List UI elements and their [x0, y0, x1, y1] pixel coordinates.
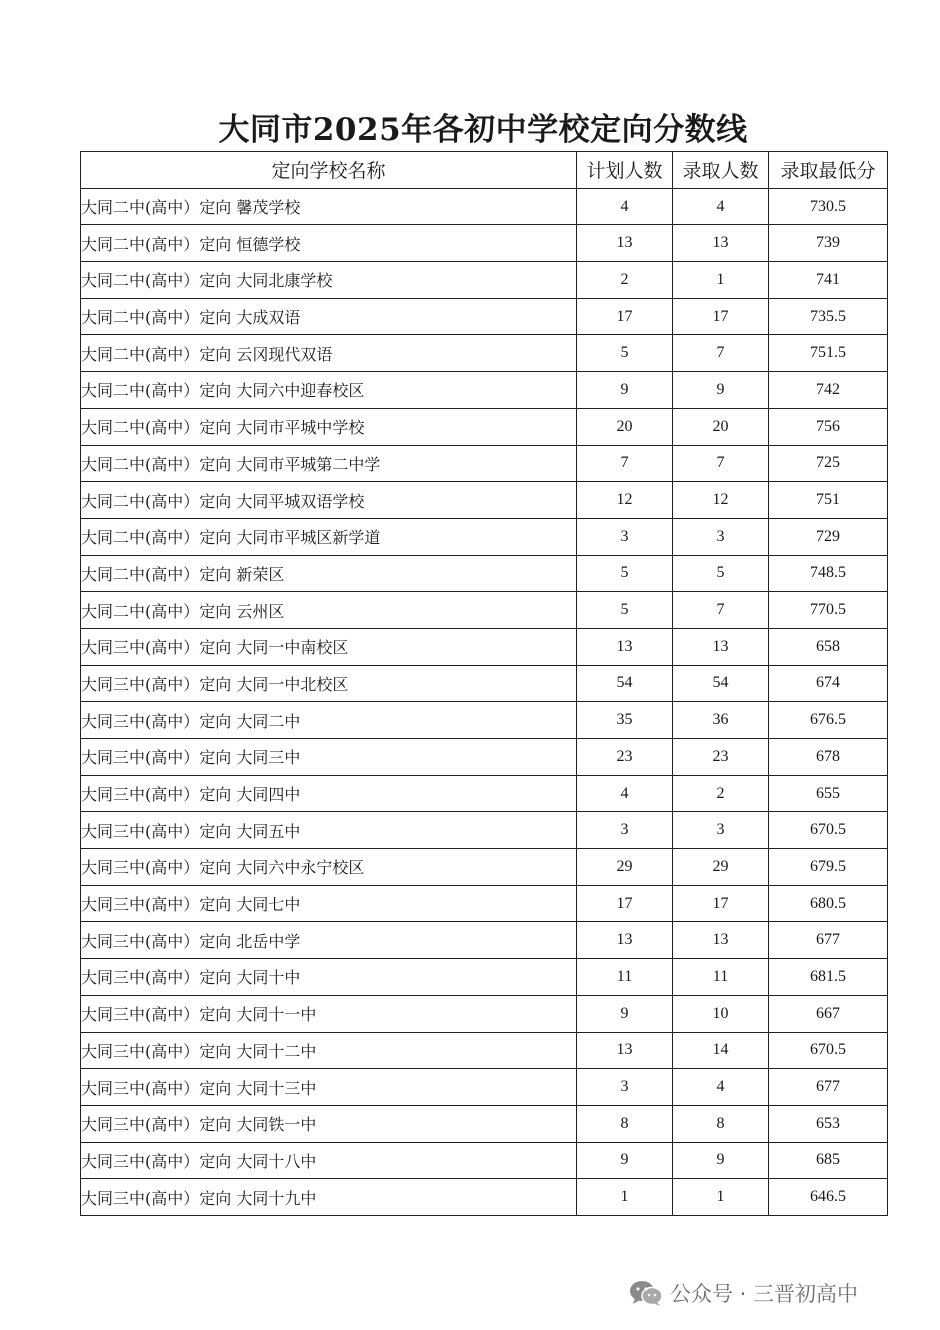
cell-admitted-count: 54 [673, 665, 769, 702]
cell-admitted-count: 29 [673, 849, 769, 886]
cell-school-name: 大同三中(高中）定向 大同六中永宁校区 [81, 849, 577, 886]
cell-admitted-count: 9 [673, 1142, 769, 1179]
cell-school-name: 大同三中(高中）定向 大同十二中 [81, 1032, 577, 1069]
cell-plan-count: 2 [577, 262, 673, 299]
cell-school-name: 大同三中(高中）定向 大同一中北校区 [81, 665, 577, 702]
table-row [81, 959, 888, 996]
table-row [81, 1142, 888, 1179]
cell-plan-count: 4 [577, 775, 673, 812]
cell-school-name: 大同三中(高中）定向 大同铁一中 [81, 1105, 577, 1142]
cell-min-score: 681.5 [769, 959, 888, 996]
cell-min-score: 677 [769, 1069, 888, 1106]
cell-min-score: 751 [769, 482, 888, 519]
cell-school-name: 大同二中(高中）定向 大同六中迎春校区 [81, 372, 577, 409]
cell-admitted-count: 13 [673, 922, 769, 959]
cell-plan-count: 17 [577, 885, 673, 922]
cell-school-name: 大同三中(高中）定向 大同二中 [81, 702, 577, 739]
table-row [81, 592, 888, 629]
cell-admitted-count: 7 [673, 335, 769, 372]
cell-plan-count: 13 [577, 628, 673, 665]
cell-plan-count: 5 [577, 592, 673, 629]
cell-min-score: 677 [769, 922, 888, 959]
cell-min-score: 670.5 [769, 812, 888, 849]
cell-plan-count: 9 [577, 995, 673, 1032]
cell-school-name: 大同二中(高中）定向 馨茂学校 [81, 188, 577, 225]
cell-admitted-count: 4 [673, 188, 769, 225]
table-body [81, 188, 888, 1215]
cell-plan-count: 4 [577, 188, 673, 225]
cell-admitted-count: 14 [673, 1032, 769, 1069]
cell-admitted-count: 11 [673, 959, 769, 996]
cell-school-name: 大同三中(高中）定向 大同四中 [81, 775, 577, 812]
cell-plan-count: 5 [577, 555, 673, 592]
cell-min-score: 741 [769, 262, 888, 299]
cell-plan-count: 29 [577, 849, 673, 886]
cell-admitted-count: 17 [673, 885, 769, 922]
table-row [81, 262, 888, 299]
cell-admitted-count: 23 [673, 739, 769, 776]
table-row [81, 1032, 888, 1069]
cell-plan-count: 54 [577, 665, 673, 702]
cell-admitted-count: 17 [673, 298, 769, 335]
cell-admitted-count: 10 [673, 995, 769, 1032]
cell-min-score: 667 [769, 995, 888, 1032]
cell-admitted-count: 12 [673, 482, 769, 519]
watermark-text: 公众号 · 三晋初高中 [670, 1282, 859, 1306]
cell-school-name: 大同二中(高中）定向 大同市平城区新学道 [81, 518, 577, 555]
cell-min-score: 678 [769, 739, 888, 776]
cell-min-score: 725 [769, 445, 888, 482]
table-row [81, 372, 888, 409]
cell-school-name: 大同三中(高中）定向 大同五中 [81, 812, 577, 849]
header-plan-count: 计划人数 [577, 152, 673, 189]
cell-plan-count: 13 [577, 1032, 673, 1069]
cell-min-score: 770.5 [769, 592, 888, 629]
cell-min-score: 655 [769, 775, 888, 812]
table-row [81, 408, 888, 445]
table-row [81, 555, 888, 592]
cell-plan-count: 5 [577, 335, 673, 372]
cell-admitted-count: 2 [673, 775, 769, 812]
cell-plan-count: 7 [577, 445, 673, 482]
cell-min-score: 685 [769, 1142, 888, 1179]
cell-school-name: 大同三中(高中）定向 大同十三中 [81, 1069, 577, 1106]
table-row [81, 849, 888, 886]
cell-min-score: 670.5 [769, 1032, 888, 1069]
cell-admitted-count: 13 [673, 628, 769, 665]
cell-plan-count: 12 [577, 482, 673, 519]
cell-plan-count: 23 [577, 739, 673, 776]
score-table [80, 151, 888, 1216]
cell-admitted-count: 7 [673, 445, 769, 482]
cell-min-score: 739 [769, 225, 888, 262]
cell-min-score: 735.5 [769, 298, 888, 335]
cell-plan-count: 17 [577, 298, 673, 335]
cell-admitted-count: 3 [673, 812, 769, 849]
cell-admitted-count: 36 [673, 702, 769, 739]
table-row [81, 775, 888, 812]
cell-min-score: 658 [769, 628, 888, 665]
cell-admitted-count: 9 [673, 372, 769, 409]
cell-plan-count: 35 [577, 702, 673, 739]
cell-school-name: 大同二中(高中）定向 大同市平城第二中学 [81, 445, 577, 482]
cell-min-score: 653 [769, 1105, 888, 1142]
cell-school-name: 大同三中(高中）定向 大同十九中 [81, 1179, 577, 1216]
cell-plan-count: 9 [577, 372, 673, 409]
table-row [81, 298, 888, 335]
header-min-score: 录取最低分 [769, 152, 888, 189]
table-row [81, 739, 888, 776]
table-row [81, 628, 888, 665]
cell-plan-count: 3 [577, 1069, 673, 1106]
cell-min-score: 730.5 [769, 188, 888, 225]
cell-school-name: 大同二中(高中）定向 恒德学校 [81, 225, 577, 262]
table-row [81, 335, 888, 372]
page-title: 大同市2025年各初中学校定向分数线 [218, 112, 748, 148]
cell-school-name: 大同二中(高中）定向 大成双语 [81, 298, 577, 335]
cell-admitted-count: 7 [673, 592, 769, 629]
cell-plan-count: 9 [577, 1142, 673, 1179]
cell-min-score: 756 [769, 408, 888, 445]
cell-school-name: 大同三中(高中）定向 大同三中 [81, 739, 577, 776]
table-row [81, 665, 888, 702]
cell-school-name: 大同二中(高中）定向 新荣区 [81, 555, 577, 592]
header-school-name: 定向学校名称 [81, 152, 577, 189]
wechat-icon [628, 1279, 664, 1307]
cell-admitted-count: 1 [673, 1179, 769, 1216]
cell-min-score: 748.5 [769, 555, 888, 592]
cell-min-score: 674 [769, 665, 888, 702]
cell-min-score: 742 [769, 372, 888, 409]
cell-school-name: 大同三中(高中）定向 北岳中学 [81, 922, 577, 959]
cell-admitted-count: 3 [673, 518, 769, 555]
table-row [81, 1105, 888, 1142]
cell-school-name: 大同三中(高中）定向 大同十八中 [81, 1142, 577, 1179]
cell-plan-count: 13 [577, 225, 673, 262]
cell-plan-count: 13 [577, 922, 673, 959]
table-row [81, 482, 888, 519]
cell-min-score: 680.5 [769, 885, 888, 922]
cell-plan-count: 3 [577, 518, 673, 555]
cell-admitted-count: 5 [673, 555, 769, 592]
table-row [81, 445, 888, 482]
cell-admitted-count: 20 [673, 408, 769, 445]
table-row [81, 188, 888, 225]
cell-plan-count: 3 [577, 812, 673, 849]
table-row [81, 225, 888, 262]
cell-school-name: 大同二中(高中）定向 云冈现代双语 [81, 335, 577, 372]
header-admitted-count: 录取人数 [673, 152, 769, 189]
table-row [81, 885, 888, 922]
watermark [628, 1278, 858, 1308]
cell-school-name: 大同三中(高中）定向 大同十中 [81, 959, 577, 996]
table-row [81, 1179, 888, 1216]
table-row [81, 702, 888, 739]
cell-min-score: 646.5 [769, 1179, 888, 1216]
cell-admitted-count: 8 [673, 1105, 769, 1142]
cell-min-score: 679.5 [769, 849, 888, 886]
table-row [81, 1069, 888, 1106]
cell-min-score: 676.5 [769, 702, 888, 739]
cell-min-score: 729 [769, 518, 888, 555]
cell-min-score: 751.5 [769, 335, 888, 372]
table-header-row [81, 152, 888, 189]
cell-plan-count: 20 [577, 408, 673, 445]
cell-school-name: 大同二中(高中）定向 大同北康学校 [81, 262, 577, 299]
table-row [81, 922, 888, 959]
table-row [81, 995, 888, 1032]
cell-admitted-count: 13 [673, 225, 769, 262]
cell-school-name: 大同三中(高中）定向 大同十一中 [81, 995, 577, 1032]
cell-admitted-count: 4 [673, 1069, 769, 1106]
cell-plan-count: 1 [577, 1179, 673, 1216]
cell-admitted-count: 1 [673, 262, 769, 299]
cell-plan-count: 8 [577, 1105, 673, 1142]
cell-school-name: 大同二中(高中）定向 云州区 [81, 592, 577, 629]
cell-school-name: 大同二中(高中）定向 大同市平城中学校 [81, 408, 577, 445]
cell-school-name: 大同三中(高中）定向 大同七中 [81, 885, 577, 922]
table-row [81, 812, 888, 849]
table-row [81, 518, 888, 555]
cell-school-name: 大同三中(高中）定向 大同一中南校区 [81, 628, 577, 665]
cell-school-name: 大同二中(高中）定向 大同平城双语学校 [81, 482, 577, 519]
cell-plan-count: 11 [577, 959, 673, 996]
